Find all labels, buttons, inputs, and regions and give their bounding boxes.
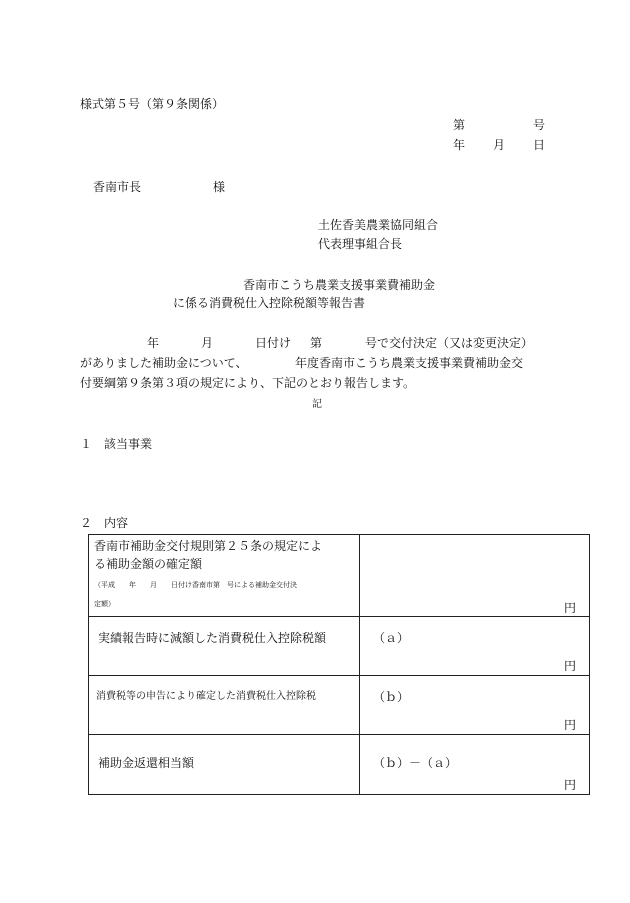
section2-heading: ２ 内容 [80, 516, 129, 530]
row3-label-cell [89, 676, 360, 735]
body-year: 年 [147, 336, 160, 350]
report-title-line2: に係る消費税仕入控除税額等報告書 [173, 296, 366, 310]
table-row [89, 676, 590, 735]
ki-mark: 記 [312, 399, 322, 410]
body-month: 月 [201, 336, 214, 350]
report-title-line1: 香南市こうち農業支援事業費補助金 [243, 278, 436, 292]
sender-org: 土佐香美農業協同組合 [318, 218, 439, 232]
row3-unit: 円 [563, 718, 576, 732]
body-day-dated: 日付け [255, 336, 292, 350]
number-label-go: 号 [533, 118, 546, 132]
row2-label-cell [89, 617, 360, 676]
body-dai: 第 [310, 336, 323, 350]
row2-unit: 円 [563, 659, 576, 673]
addressee-name: 香南市長 [93, 180, 142, 194]
body-line3: 付要綱第９条第３項の規定により、下記のとおり報告します。 [80, 376, 416, 390]
body-line2-a: がありました補助金について、 [80, 356, 248, 370]
number-label-dai: 第 [453, 118, 466, 132]
body-line2-b: 年度香南市こうち農業支援事業費補助金交 [295, 356, 524, 370]
row2-marker: （ａ） [373, 631, 410, 645]
date-year: 年 [453, 138, 466, 152]
table-row [89, 535, 590, 617]
table-row [89, 735, 590, 795]
row4-label: 補助金返還相当額 [98, 756, 195, 770]
row1-label-line1: 香南市補助金交付規則第２５条の規定によ [94, 539, 323, 553]
date-day: 日 [533, 138, 546, 152]
form-id: 様式第５号（第９条関係） [80, 97, 225, 111]
row2-value-cell [360, 617, 590, 676]
row2-label: 実績報告時に減額した消費税仕入控除税額 [98, 631, 327, 645]
table-row [89, 617, 590, 676]
row1-value-cell [360, 535, 590, 617]
row4-unit: 円 [563, 778, 576, 792]
row4-value-cell [360, 735, 590, 795]
row3-label: 消費税等の申告により確定した消費税仕入控除税 [96, 691, 316, 702]
row1-unit: 円 [563, 601, 576, 615]
row1-note-line2: 定額） [94, 600, 115, 608]
row4-marker: （ｂ）－（ａ） [373, 756, 458, 770]
addressee-honorific: 様 [213, 180, 226, 194]
row3-marker: （ｂ） [373, 690, 410, 704]
body-decision: 号で交付決定（又は変更決定） [365, 336, 534, 350]
row1-label-line2: る補助金額の確定額 [94, 557, 203, 571]
section1-heading: １ 該当事業 [80, 437, 153, 451]
date-month: 月 [493, 138, 506, 152]
content-table [88, 534, 590, 795]
row3-value-cell [360, 676, 590, 735]
row4-label-cell [89, 735, 360, 795]
row1-label-cell [89, 535, 360, 617]
sender-rep: 代表理事組合長 [318, 237, 403, 251]
row1-note-line1: （平成 年 月 日付け香南市第 号による補助金交付決 [94, 581, 297, 589]
